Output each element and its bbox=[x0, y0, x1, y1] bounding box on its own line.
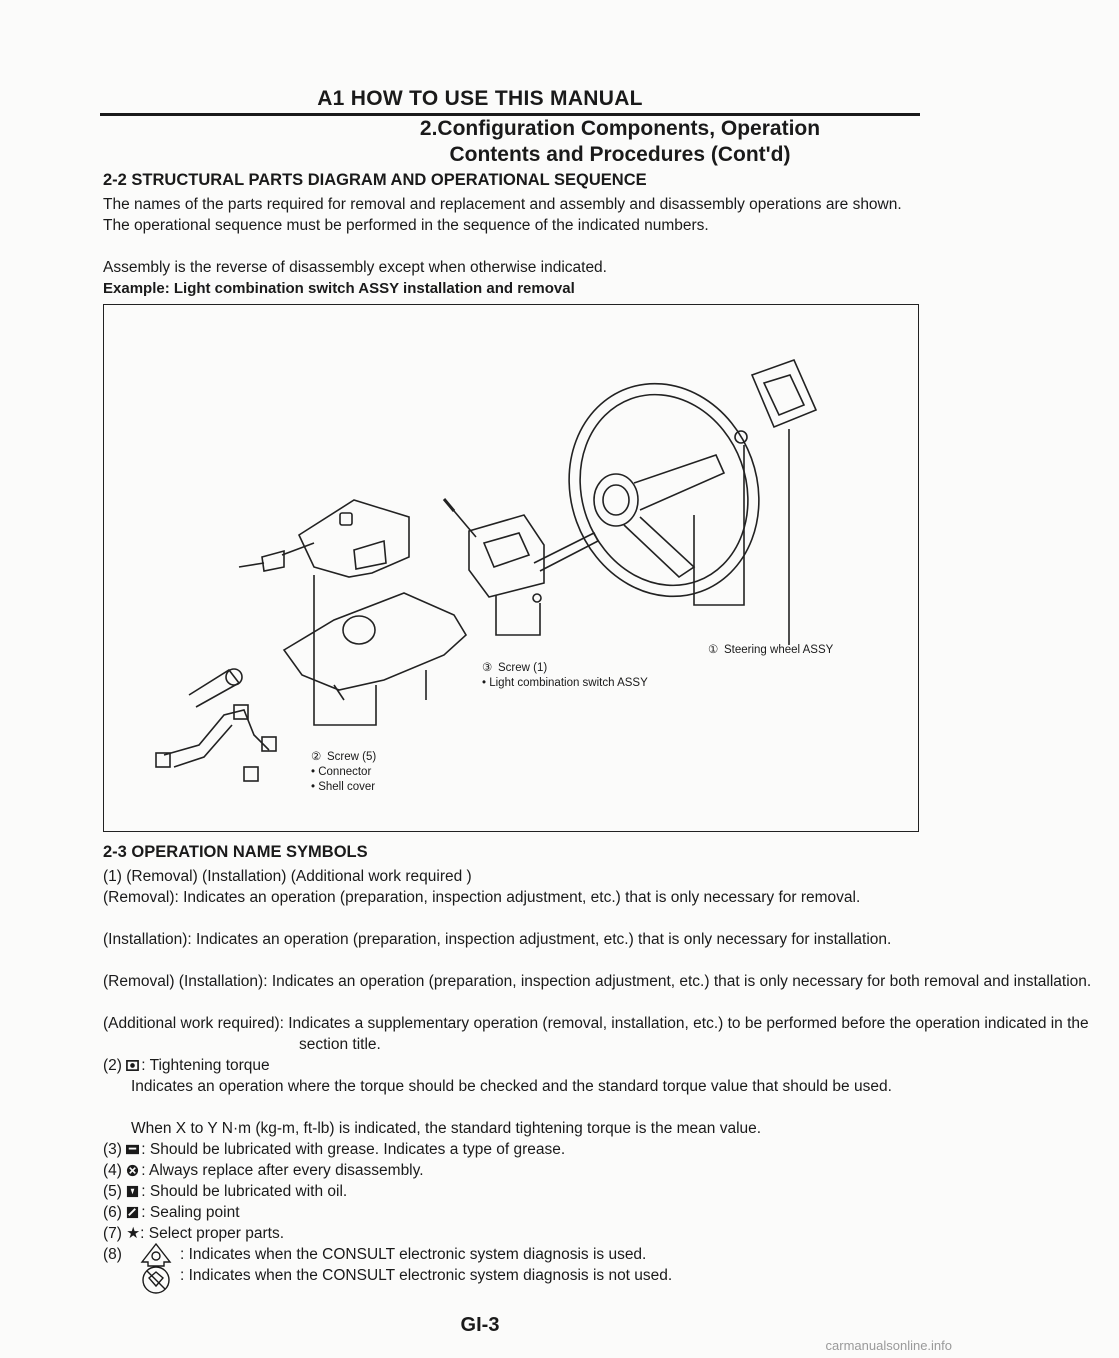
symbols-item-1: (1) (Removal) (Installation) (Additional work required ) bbox=[103, 868, 472, 885]
item-4-text: : Always replace after every disassembly. bbox=[141, 1162, 424, 1179]
steering-wheel-rim bbox=[540, 357, 789, 624]
symbols-item-5 bbox=[103, 1181, 923, 1202]
label-2-text: Screw (5) bbox=[327, 751, 377, 763]
item-7-num: (7) bbox=[103, 1225, 122, 1242]
section-2-2-para1: The names of the parts required for removal and replacement and assembly and disassembly operations are shown. The operational sequence must be performed in the sequence of the indicated numbers. bbox=[103, 196, 902, 234]
symbols-item-2 bbox=[103, 1055, 923, 1076]
section-2-2-para2: Assembly is the reverse of disassembly except when otherwise indicated. bbox=[103, 259, 607, 276]
item-8-num: (8) bbox=[103, 1246, 122, 1263]
sealing-point-icon bbox=[126, 1206, 139, 1219]
replace-part-icon bbox=[126, 1164, 139, 1177]
item-5-text: : Should be lubricated with oil. bbox=[141, 1183, 348, 1200]
steering-pad bbox=[752, 360, 816, 427]
label-2-sub1: • Connector bbox=[311, 766, 372, 778]
symbols-removal: (Removal): Indicates an operation (preparation, inspection adjustment, etc.) that is only necessary for removal. bbox=[103, 889, 861, 906]
item-2-text1: Indicates an operation where the torque should be checked and the standard torque value that should be used. bbox=[131, 1078, 892, 1095]
watermark: carmanualsonline.info bbox=[825, 1338, 952, 1353]
label-1-num: ① bbox=[708, 644, 719, 656]
item-8-text1: : Indicates when the CONSULT electronic system diagnosis is used. bbox=[180, 1246, 647, 1263]
subtitle-line-1: 2.Configuration Components, Operation bbox=[419, 117, 821, 140]
structural-parts-diagram bbox=[103, 304, 919, 832]
item-2-num: (2) bbox=[103, 1057, 122, 1074]
lower-column-cover bbox=[284, 593, 466, 690]
item-3-num: (3) bbox=[103, 1141, 122, 1158]
symbols-both: (Removal) (Installation): Indicates an operation (preparation, inspection adjustment, etc.) that is only necessary for both removal and installation. bbox=[103, 973, 1092, 990]
section-2-2-heading: 2-2 STRUCTURAL PARTS DIAGRAM AND OPERATIONAL SEQUENCE bbox=[103, 171, 647, 189]
steering-wheel-hub bbox=[594, 474, 638, 526]
item-3-text: : Should be lubricated with grease. Indicates a type of grease. bbox=[141, 1141, 566, 1158]
light-combination-switch bbox=[469, 515, 544, 597]
label-2-sub2: • Shell cover bbox=[311, 781, 376, 793]
symbols-item-3 bbox=[103, 1139, 923, 1160]
grease-icon bbox=[126, 1143, 139, 1156]
item-2-text2: When X to Y N·m (kg-m, ft-lb) is indicated, the standard tightening torque is the mean value. bbox=[131, 1120, 762, 1137]
symbols-item-4 bbox=[103, 1160, 923, 1181]
subtitle-line-2: Contents and Procedures (Cont'd) bbox=[449, 143, 791, 166]
item-7-text: ★: Select proper parts. bbox=[126, 1225, 285, 1242]
item-4-num: (4) bbox=[103, 1162, 122, 1179]
label-1-text: Steering wheel ASSY bbox=[724, 644, 834, 656]
torque-wrench-icon bbox=[126, 1059, 139, 1072]
wire-harness bbox=[164, 710, 269, 755]
symbols-installation: (Installation): Indicates an operation (preparation, inspection adjustment, etc.) that is only necessary for installation. bbox=[103, 931, 892, 948]
header-rule bbox=[100, 113, 920, 116]
consult-diagnosis-icon bbox=[136, 1240, 176, 1296]
symbols-item-6 bbox=[103, 1202, 923, 1223]
label-3-num: ③ bbox=[482, 662, 493, 674]
oil-icon bbox=[126, 1185, 139, 1198]
page-header-title: A1 HOW TO USE THIS MANUAL bbox=[317, 87, 643, 110]
item-5-num: (5) bbox=[103, 1183, 122, 1200]
item-2-label: : Tightening torque bbox=[141, 1057, 270, 1074]
page-number: GI-3 bbox=[460, 1314, 500, 1336]
label-2-num: ② bbox=[311, 751, 322, 763]
item-8-text2: : Indicates when the CONSULT electronic system diagnosis is not used. bbox=[180, 1267, 673, 1284]
item-6-num: (6) bbox=[103, 1204, 122, 1221]
steering-column-shaft bbox=[189, 670, 239, 707]
upper-column-cover bbox=[299, 500, 409, 577]
diagram-illustration bbox=[104, 305, 920, 833]
section-2-2-example: Example: Light combination switch ASSY installation and removal bbox=[103, 280, 575, 297]
section-2-3-heading: 2-3 OPERATION NAME SYMBOLS bbox=[103, 843, 368, 861]
label-3-text: Screw (1) bbox=[498, 662, 548, 674]
symbols-additional: (Additional work required): Indicates a supplementary operation (removal, installation, etc.) to be performed before the operation indicated in the section title. bbox=[103, 1015, 1089, 1053]
symbols-item-7 bbox=[103, 1223, 923, 1244]
label-3-sub: • Light combination switch ASSY bbox=[482, 677, 648, 689]
item-6-text: : Sealing point bbox=[141, 1204, 240, 1221]
